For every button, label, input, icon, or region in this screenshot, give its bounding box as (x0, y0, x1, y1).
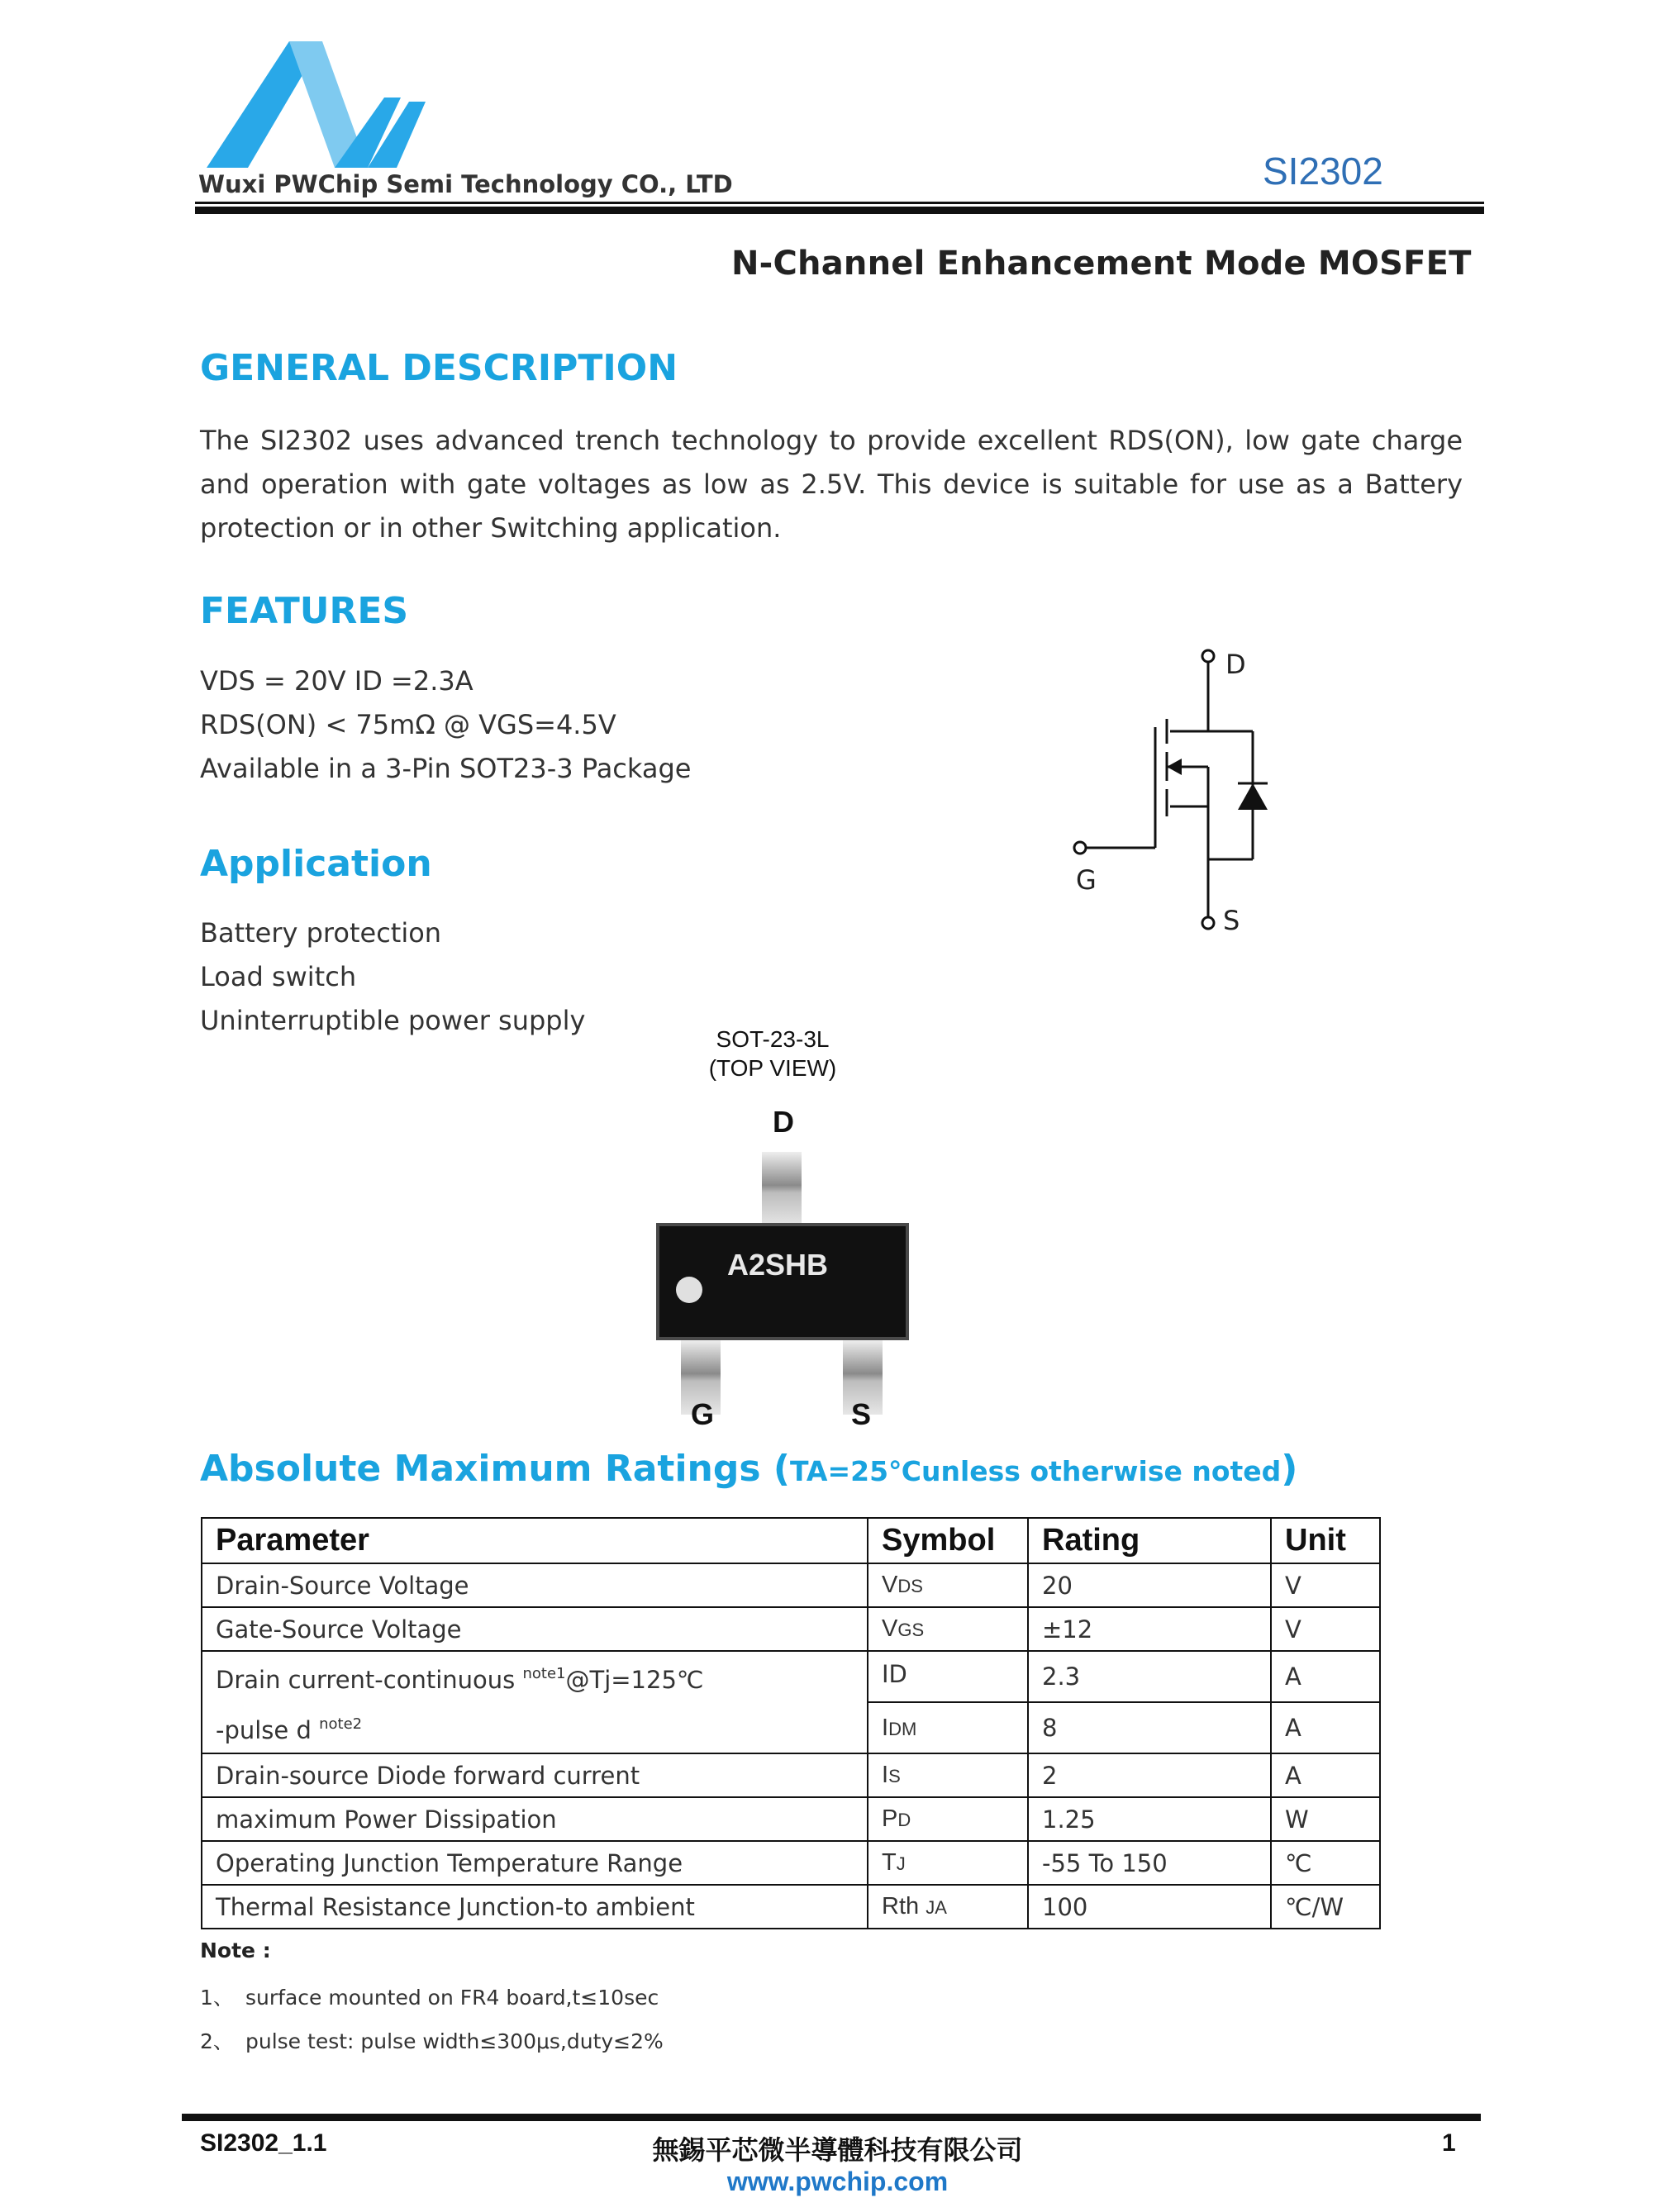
ratings-table (201, 1517, 1381, 1929)
part-number: SI2302 (1263, 150, 1383, 193)
param-cell: Operating Junction Temperature Range (202, 1841, 868, 1885)
param-cell-drain-current (202, 1651, 868, 1753)
table-header-row (202, 1518, 1380, 1563)
rating-cell: 8 (1028, 1702, 1271, 1753)
table-row (202, 1753, 1380, 1797)
package-marking: A2SHB (727, 1248, 829, 1282)
symbol-cell (868, 1841, 1028, 1885)
general-description-text: The SI2302 uses advanced trench technology to provide excellent RDS(ON), low gate charge and operation with gate voltages as low as 2.5V. This device is suitable for use as a Battery protection or in other Switching application. (200, 425, 1463, 544)
symbol-main: I (882, 1714, 889, 1741)
param-cell: Drain-Source Voltage (202, 1563, 868, 1607)
footer-rule (182, 2114, 1481, 2121)
feature-item: VDS = 20V ID =2.3A (200, 665, 473, 697)
table-row (202, 1563, 1380, 1607)
feature-item: Available in a 3-Pin SOT23-3 Package (200, 753, 692, 784)
symbol-cell (868, 1702, 1028, 1753)
symbol-sub: GS (897, 1620, 925, 1640)
header-rule-thick (195, 207, 1484, 214)
source-label: S (1223, 905, 1240, 936)
package-pin-s: S (851, 1397, 872, 1431)
application-heading: Application (200, 843, 432, 885)
rating-cell: 20 (1028, 1563, 1271, 1607)
symbol-cell (868, 1753, 1028, 1797)
unit-cell: ℃/W (1271, 1885, 1380, 1929)
symbol-main: V (882, 1572, 898, 1598)
table-row (202, 1607, 1380, 1651)
company-name: Wuxi PWChip Semi Technology CO., LTD (198, 170, 733, 198)
header-symbol: Symbol (868, 1518, 1028, 1563)
footer-company-cn: 無錫平芯微半導體科技有限公司 (652, 2134, 1023, 2166)
symbol-cell (868, 1885, 1028, 1929)
note-number: 2、 (200, 2029, 234, 2053)
drain-label: D (1225, 649, 1246, 680)
note-ref: note2 (319, 1715, 363, 1733)
note-text: surface mounted on FR4 board,t≤10sec (245, 1986, 659, 2010)
unit-cell: A (1271, 1753, 1380, 1797)
note-item (200, 2025, 664, 2055)
rating-cell: ±12 (1028, 1607, 1271, 1651)
table-row (202, 1651, 1380, 1702)
symbol-sub: D (897, 1810, 911, 1830)
application-item: Load switch (200, 961, 357, 992)
table-row (202, 1841, 1380, 1885)
ratings-title: Absolute Maximum Ratings ( (200, 1448, 790, 1490)
note-ref: note1 (522, 1665, 566, 1682)
symbol-main: ID (882, 1660, 907, 1689)
symbol-sub: J (896, 1853, 906, 1874)
rating-cell: -55 To 150 (1028, 1841, 1271, 1885)
symbol-main: P (882, 1805, 898, 1832)
symbol-sub: DM (888, 1718, 917, 1739)
features-heading: FEATURES (200, 590, 409, 632)
unit-cell: ℃ (1271, 1841, 1380, 1885)
param-text: @Tj=125℃ (565, 1666, 704, 1694)
symbol-cell (868, 1651, 1028, 1702)
ratings-condition: TA=25℃unless otherwise noted (789, 1455, 1282, 1487)
unit-cell: A (1271, 1702, 1380, 1753)
page-number: 1 (1442, 2129, 1456, 2157)
ratings-title-end: ) (1281, 1448, 1298, 1490)
table-row (202, 1885, 1380, 1929)
param-cell: maximum Power Dissipation (202, 1797, 868, 1841)
unit-cell: V (1271, 1563, 1380, 1607)
rating-cell: 2.3 (1028, 1651, 1271, 1702)
param-cell: Drain-source Diode forward current (202, 1753, 868, 1797)
symbol-cell (868, 1797, 1028, 1841)
rating-cell: 100 (1028, 1885, 1271, 1929)
symbol-cell (868, 1607, 1028, 1651)
rating-cell: 1.25 (1028, 1797, 1271, 1841)
symbol-main: Rth (882, 1893, 926, 1919)
ratings-heading (200, 1448, 1297, 1490)
symbol-cell (868, 1563, 1028, 1607)
header-rule-thin (195, 202, 1484, 204)
param-text: Drain current-continuous (216, 1666, 523, 1694)
general-description-heading: GENERAL DESCRIPTION (200, 347, 678, 389)
header-parameter: Parameter (202, 1518, 868, 1563)
mosfet-schematic (1066, 636, 1281, 942)
param-line (216, 1652, 854, 1702)
symbol-main: V (882, 1615, 898, 1642)
document-title: N-Channel Enhancement Mode MOSFET (731, 245, 1472, 283)
symbol-main: T (882, 1849, 897, 1876)
param-cell: Thermal Resistance Junction-to ambient (202, 1885, 868, 1929)
param-line (216, 1702, 854, 1753)
application-item: Battery protection (200, 917, 442, 949)
table-row (202, 1797, 1380, 1841)
notes-heading: Note : (200, 1938, 271, 1962)
symbol-sub: DS (897, 1576, 923, 1596)
unit-cell: W (1271, 1797, 1380, 1841)
symbol-main: I (882, 1762, 889, 1788)
unit-cell: A (1271, 1651, 1380, 1702)
package-pin-g: G (691, 1397, 715, 1431)
sot23-package-drawing (645, 1099, 926, 1438)
note-number: 1、 (200, 1986, 234, 2010)
header-unit: Unit (1271, 1518, 1380, 1563)
note-item (200, 1981, 659, 2011)
note-text: pulse test: pulse width≤300μs,duty≤2% (245, 2029, 664, 2053)
package-caption-view: (TOP VIEW) (708, 1055, 837, 1081)
param-text: -pulse d (216, 1716, 320, 1744)
rating-cell: 2 (1028, 1753, 1271, 1797)
header-rating: Rating (1028, 1518, 1271, 1563)
application-item: Uninterruptible power supply (200, 1005, 586, 1036)
footer-doc-id: SI2302_1.1 (200, 2129, 327, 2157)
symbol-sub: S (888, 1766, 901, 1786)
package-pin-d: D (773, 1105, 794, 1139)
param-cell: Gate-Source Voltage (202, 1607, 868, 1651)
package-caption: SOT-23-3L (716, 1026, 830, 1052)
symbol-sub: JA (926, 1897, 947, 1918)
footer-url-link[interactable]: www.pwchip.com (726, 2167, 949, 2196)
pwchip-logo (198, 40, 430, 172)
feature-item: RDS(ON) < 75mΩ @ VGS=4.5V (200, 709, 616, 740)
unit-cell: V (1271, 1607, 1380, 1651)
gate-label: G (1076, 864, 1097, 896)
